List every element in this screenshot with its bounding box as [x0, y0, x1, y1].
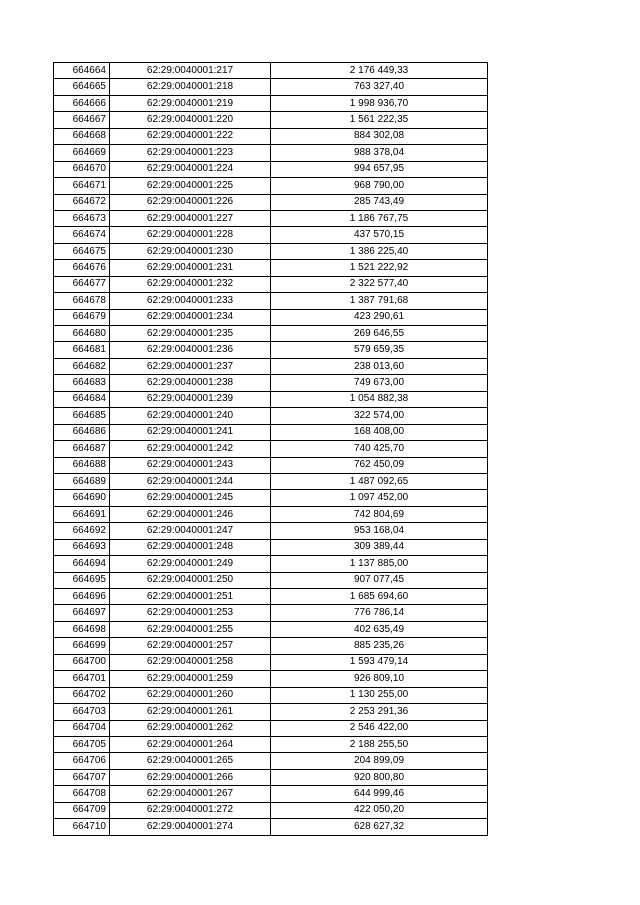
cadastral-value-cell: 238 013,60	[271, 358, 488, 374]
cadastral-value-cell: 2 546 422,00	[271, 720, 488, 736]
cadastral-number-cell: 62:29:0040001:222	[110, 128, 271, 144]
table-row	[54, 556, 488, 572]
cadastral-number-cell: 62:29:0040001:258	[110, 654, 271, 670]
cadastral-value-cell: 285 743,49	[271, 194, 488, 210]
row-number-cell: 664693	[54, 539, 110, 555]
row-number-cell: 664674	[54, 227, 110, 243]
table-row	[54, 473, 488, 489]
cadastral-value-cell: 309 389,44	[271, 539, 488, 555]
row-number-cell: 664707	[54, 769, 110, 785]
row-number-cell: 664709	[54, 802, 110, 818]
cadastral-number-cell: 62:29:0040001:266	[110, 769, 271, 785]
row-number-cell: 664670	[54, 161, 110, 177]
table-row	[54, 786, 488, 802]
row-number-cell: 664699	[54, 638, 110, 654]
cadastral-number-cell: 62:29:0040001:231	[110, 260, 271, 276]
table-row	[54, 408, 488, 424]
cadastral-number-cell: 62:29:0040001:239	[110, 391, 271, 407]
table-row	[54, 243, 488, 259]
cadastral-value-cell: 926 809,10	[271, 671, 488, 687]
cadastral-value-cell: 742 804,69	[271, 506, 488, 522]
table-row	[54, 621, 488, 637]
table-body	[54, 63, 488, 836]
row-number-cell: 664666	[54, 95, 110, 111]
row-number-cell: 664696	[54, 589, 110, 605]
table-row	[54, 506, 488, 522]
row-number-cell: 664683	[54, 375, 110, 391]
row-number-cell: 664682	[54, 358, 110, 374]
table-row	[54, 145, 488, 161]
cadastral-value-cell: 1 130 255,00	[271, 687, 488, 703]
table-row	[54, 441, 488, 457]
cadastral-number-cell: 62:29:0040001:219	[110, 95, 271, 111]
cadastral-value-cell: 762 450,09	[271, 457, 488, 473]
cadastral-value-cell: 269 646,55	[271, 326, 488, 342]
cadastral-number-cell: 62:29:0040001:223	[110, 145, 271, 161]
row-number-cell: 664690	[54, 490, 110, 506]
cadastral-number-cell: 62:29:0040001:242	[110, 441, 271, 457]
table-row	[54, 424, 488, 440]
cadastral-value-cell: 953 168,04	[271, 523, 488, 539]
table-row	[54, 358, 488, 374]
table-row	[54, 539, 488, 555]
row-number-cell: 664700	[54, 654, 110, 670]
cadastral-number-cell: 62:29:0040001:253	[110, 605, 271, 621]
table-row	[54, 736, 488, 752]
cadastral-number-cell: 62:29:0040001:248	[110, 539, 271, 555]
cadastral-number-cell: 62:29:0040001:234	[110, 309, 271, 325]
cadastral-value-cell: 749 673,00	[271, 375, 488, 391]
row-number-cell: 664697	[54, 605, 110, 621]
table-row	[54, 276, 488, 292]
cadastral-value-cell: 1 386 225,40	[271, 243, 488, 259]
cadastral-value-cell: 204 899,09	[271, 753, 488, 769]
row-number-cell: 664698	[54, 621, 110, 637]
cadastral-number-cell: 62:29:0040001:241	[110, 424, 271, 440]
cadastral-value-cell: 1 561 222,35	[271, 112, 488, 128]
row-number-cell: 664672	[54, 194, 110, 210]
cadastral-value-cell: 1 593 479,14	[271, 654, 488, 670]
table-row	[54, 161, 488, 177]
cadastral-value-cell: 776 786,14	[271, 605, 488, 621]
cadastral-number-cell: 62:29:0040001:262	[110, 720, 271, 736]
cadastral-value-cell: 763 327,40	[271, 79, 488, 95]
cadastral-value-cell: 740 425,70	[271, 441, 488, 457]
row-number-cell: 664681	[54, 342, 110, 358]
cadastral-value-cell: 422 050,20	[271, 802, 488, 818]
row-number-cell: 664686	[54, 424, 110, 440]
row-number-cell: 664680	[54, 326, 110, 342]
table-row	[54, 769, 488, 785]
row-number-cell: 664677	[54, 276, 110, 292]
table-row	[54, 63, 488, 79]
cadastral-value-table	[53, 62, 488, 836]
row-number-cell: 664676	[54, 260, 110, 276]
table-row	[54, 589, 488, 605]
cadastral-value-cell: 2 188 255,50	[271, 736, 488, 752]
row-number-cell: 664692	[54, 523, 110, 539]
table-row	[54, 523, 488, 539]
table-row	[54, 79, 488, 95]
cadastral-value-cell: 579 659,35	[271, 342, 488, 358]
cadastral-number-cell: 62:29:0040001:257	[110, 638, 271, 654]
cadastral-number-cell: 62:29:0040001:246	[110, 506, 271, 522]
cadastral-value-cell: 2 253 291,36	[271, 704, 488, 720]
cadastral-number-cell: 62:29:0040001:249	[110, 556, 271, 572]
cadastral-number-cell: 62:29:0040001:251	[110, 589, 271, 605]
table-row	[54, 293, 488, 309]
table-row	[54, 819, 488, 835]
cadastral-number-cell: 62:29:0040001:237	[110, 358, 271, 374]
cadastral-value-cell: 437 570,15	[271, 227, 488, 243]
cadastral-value-cell: 423 290,61	[271, 309, 488, 325]
cadastral-number-cell: 62:29:0040001:255	[110, 621, 271, 637]
cadastral-value-cell: 994 657,95	[271, 161, 488, 177]
table-row	[54, 654, 488, 670]
cadastral-value-cell: 1 186 767,75	[271, 210, 488, 226]
cadastral-number-cell: 62:29:0040001:238	[110, 375, 271, 391]
cadastral-value-cell: 1 998 936,70	[271, 95, 488, 111]
table-row	[54, 457, 488, 473]
table-row	[54, 671, 488, 687]
table-row	[54, 375, 488, 391]
cadastral-number-cell: 62:29:0040001:217	[110, 63, 271, 79]
table-row	[54, 95, 488, 111]
cadastral-value-cell: 907 077,45	[271, 572, 488, 588]
cadastral-value-cell: 402 635,49	[271, 621, 488, 637]
cadastral-value-cell: 920 800,80	[271, 769, 488, 785]
table-row	[54, 210, 488, 226]
row-number-cell: 664665	[54, 79, 110, 95]
cadastral-value-cell: 884 302,08	[271, 128, 488, 144]
row-number-cell: 664695	[54, 572, 110, 588]
cadastral-number-cell: 62:29:0040001:265	[110, 753, 271, 769]
cadastral-number-cell: 62:29:0040001:224	[110, 161, 271, 177]
table-row	[54, 128, 488, 144]
table-row	[54, 687, 488, 703]
row-number-cell: 664671	[54, 178, 110, 194]
cadastral-number-cell: 62:29:0040001:240	[110, 408, 271, 424]
row-number-cell: 664687	[54, 441, 110, 457]
cadastral-number-cell: 62:29:0040001:218	[110, 79, 271, 95]
cadastral-value-cell: 1 521 222,92	[271, 260, 488, 276]
row-number-cell: 664702	[54, 687, 110, 703]
row-number-cell: 664667	[54, 112, 110, 128]
table-row	[54, 753, 488, 769]
table-row	[54, 572, 488, 588]
cadastral-value-cell: 1 487 092,65	[271, 473, 488, 489]
cadastral-number-cell: 62:29:0040001:264	[110, 736, 271, 752]
cadastral-value-cell: 1 387 791,68	[271, 293, 488, 309]
cadastral-value-cell: 885 235,26	[271, 638, 488, 654]
table-row	[54, 391, 488, 407]
cadastral-value-cell: 1 054 882,38	[271, 391, 488, 407]
cadastral-number-cell: 62:29:0040001:274	[110, 819, 271, 835]
row-number-cell: 664706	[54, 753, 110, 769]
cadastral-number-cell: 62:29:0040001:225	[110, 178, 271, 194]
cadastral-number-cell: 62:29:0040001:260	[110, 687, 271, 703]
table-row	[54, 194, 488, 210]
table-row	[54, 802, 488, 818]
table-row	[54, 309, 488, 325]
row-number-cell: 664673	[54, 210, 110, 226]
cadastral-number-cell: 62:29:0040001:227	[110, 210, 271, 226]
cadastral-number-cell: 62:29:0040001:247	[110, 523, 271, 539]
row-number-cell: 664685	[54, 408, 110, 424]
row-number-cell: 664684	[54, 391, 110, 407]
row-number-cell: 664679	[54, 309, 110, 325]
row-number-cell: 664664	[54, 63, 110, 79]
table-row	[54, 260, 488, 276]
cadastral-number-cell: 62:29:0040001:272	[110, 802, 271, 818]
table-row	[54, 490, 488, 506]
cadastral-number-cell: 62:29:0040001:233	[110, 293, 271, 309]
table-row	[54, 227, 488, 243]
cadastral-value-cell: 968 790,00	[271, 178, 488, 194]
cadastral-number-cell: 62:29:0040001:228	[110, 227, 271, 243]
table-row	[54, 112, 488, 128]
cadastral-value-cell: 2 176 449,33	[271, 63, 488, 79]
row-number-cell: 664675	[54, 243, 110, 259]
cadastral-number-cell: 62:29:0040001:245	[110, 490, 271, 506]
cadastral-value-cell: 1 097 452,00	[271, 490, 488, 506]
row-number-cell: 664705	[54, 736, 110, 752]
table-row	[54, 342, 488, 358]
row-number-cell: 664703	[54, 704, 110, 720]
row-number-cell: 664694	[54, 556, 110, 572]
row-number-cell: 664710	[54, 819, 110, 835]
table-row	[54, 638, 488, 654]
cadastral-value-cell: 1 685 694,60	[271, 589, 488, 605]
row-number-cell: 664689	[54, 473, 110, 489]
cadastral-value-cell: 988 378,04	[271, 145, 488, 161]
cadastral-value-cell: 322 574,00	[271, 408, 488, 424]
row-number-cell: 664701	[54, 671, 110, 687]
row-number-cell: 664704	[54, 720, 110, 736]
row-number-cell: 664688	[54, 457, 110, 473]
table-row	[54, 178, 488, 194]
row-number-cell: 664678	[54, 293, 110, 309]
cadastral-number-cell: 62:29:0040001:261	[110, 704, 271, 720]
cadastral-number-cell: 62:29:0040001:250	[110, 572, 271, 588]
row-number-cell: 664691	[54, 506, 110, 522]
cadastral-number-cell: 62:29:0040001:226	[110, 194, 271, 210]
table-row	[54, 326, 488, 342]
table-row	[54, 704, 488, 720]
cadastral-value-cell: 2 322 577,40	[271, 276, 488, 292]
cadastral-number-cell: 62:29:0040001:220	[110, 112, 271, 128]
cadastral-value-cell: 168 408,00	[271, 424, 488, 440]
cadastral-number-cell: 62:29:0040001:259	[110, 671, 271, 687]
row-number-cell: 664708	[54, 786, 110, 802]
table-row	[54, 605, 488, 621]
cadastral-number-cell: 62:29:0040001:230	[110, 243, 271, 259]
cadastral-number-cell: 62:29:0040001:244	[110, 473, 271, 489]
cadastral-value-cell: 644 999,46	[271, 786, 488, 802]
cadastral-number-cell: 62:29:0040001:243	[110, 457, 271, 473]
cadastral-number-cell: 62:29:0040001:235	[110, 326, 271, 342]
cadastral-number-cell: 62:29:0040001:232	[110, 276, 271, 292]
cadastral-value-cell: 1 137 885,00	[271, 556, 488, 572]
cadastral-number-cell: 62:29:0040001:236	[110, 342, 271, 358]
cadastral-value-cell: 628 627,32	[271, 819, 488, 835]
table-row	[54, 720, 488, 736]
row-number-cell: 664668	[54, 128, 110, 144]
row-number-cell: 664669	[54, 145, 110, 161]
cadastral-number-cell: 62:29:0040001:267	[110, 786, 271, 802]
